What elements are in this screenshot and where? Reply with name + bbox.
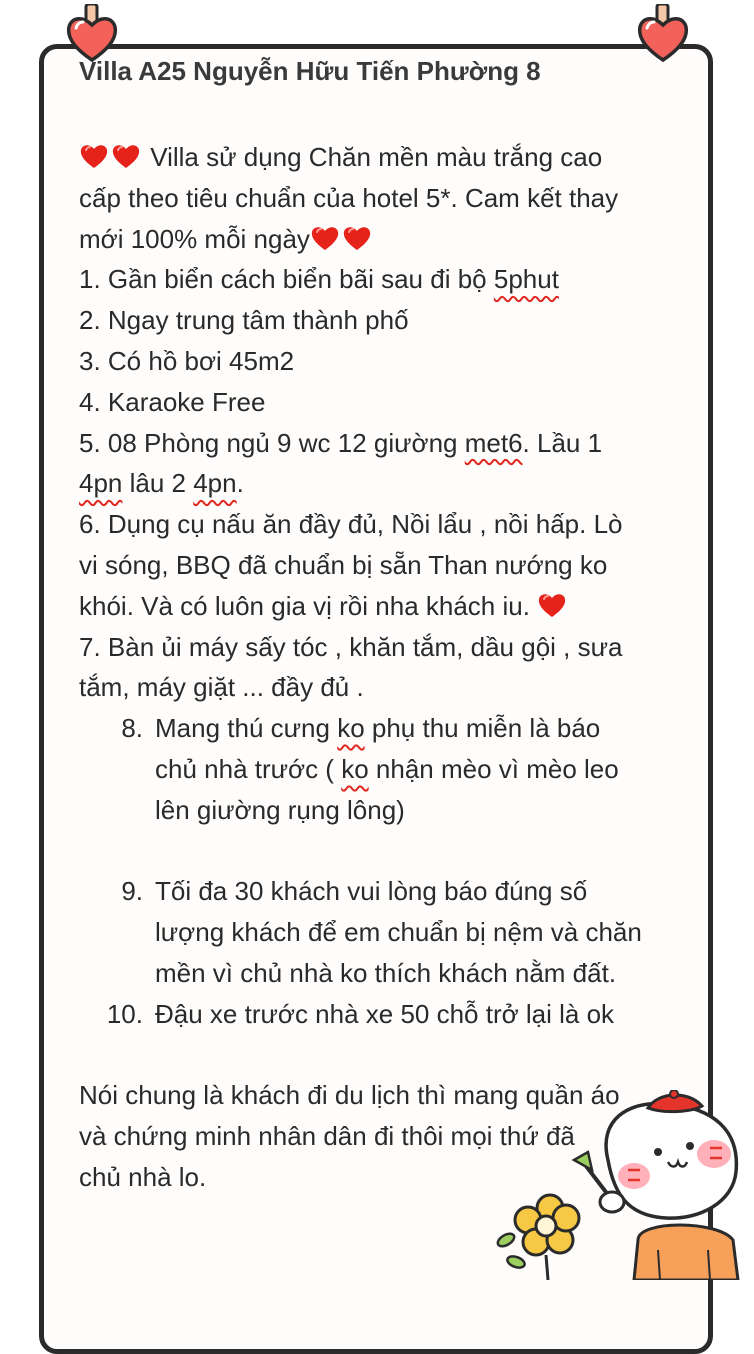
heart-pin-icon xyxy=(64,4,120,64)
list-item-continued: khói. Và có luôn gia vị rồi nha khách iu. xyxy=(79,586,699,627)
intro-line xyxy=(79,137,699,178)
list-item-continued: chủ nhà trước ( ko nhận mèo vì mèo leo xyxy=(155,753,619,784)
spellcheck-word[interactable]: 5phut xyxy=(493,264,559,295)
list-item: 3. Có hồ bơi 45m2 xyxy=(79,345,295,376)
intro-line: cấp theo tiêu chuẩn của hotel 5*. Cam kết thay xyxy=(79,182,619,213)
list-item: 7. Bàn ủi máy sấy tóc , khăn tắm, dầu gội , sưa xyxy=(79,631,623,662)
outro-line: chủ nhà lo. xyxy=(79,1161,207,1192)
list-item-continued: mền vì chủ nhà ko thích khách nằm đất. xyxy=(155,957,617,988)
list-item: 10. Đậu xe trước nhà xe 50 chỗ trở lại là ok xyxy=(83,994,699,1035)
red-heart-icon xyxy=(537,591,567,619)
red-heart-icon xyxy=(111,142,141,170)
red-heart-icon xyxy=(79,142,109,170)
list-item: 5. 08 Phòng ngủ 9 wc 12 giường met6. Lầu 1 xyxy=(79,427,603,458)
outro-line: Nói chung là khách đi du lịch thì mang quần áo xyxy=(79,1080,620,1111)
flower-icon xyxy=(496,1195,579,1280)
list-number: 8. xyxy=(121,713,143,744)
list-item: 4. Karaoke Free xyxy=(79,386,266,417)
list-item: 2. Ngay trung tâm thành phố xyxy=(79,305,409,336)
note-body xyxy=(79,137,699,1198)
list-item-continued: lên giường rụng lông) xyxy=(155,794,405,825)
spellcheck-word[interactable]: 4pn xyxy=(79,468,123,499)
list-item-continued: 4pn lâu 2 4pn. xyxy=(79,468,244,499)
list-number: 10. xyxy=(106,998,143,1029)
list-item: 8. Mang thú cưng ko phụ thu miễn là báo xyxy=(83,708,699,749)
intro-text: Villa sử dụng Chăn mền màu trắng cao xyxy=(150,142,603,172)
list-item-continued: vi sóng, BBQ đã chuẩn bị sẵn Than nướng ko xyxy=(79,549,608,580)
red-heart-icon xyxy=(310,224,340,252)
list-item-continued: tắm, máy giặt ... đầy đủ . xyxy=(79,672,364,703)
intro-line xyxy=(79,219,699,260)
intro-text: mới 100% mỗi ngày xyxy=(79,223,310,254)
spellcheck-word[interactable]: met6 xyxy=(464,427,523,458)
outro-line: và chứng minh nhân dân đi thôi mọi thứ đã xyxy=(79,1121,575,1152)
list-item: 6. Dụng cụ nấu ăn đầy đủ, Nồi lẩu , nồi hấp. Lò xyxy=(79,509,623,540)
list-item-continued: lượng khách để em chuẩn bị nệm và chăn xyxy=(155,917,642,948)
spellcheck-word[interactable]: ko xyxy=(337,713,365,744)
list-item: 1. Gần biển cách biển bãi sau đi bộ 5phut xyxy=(79,264,559,295)
list-number: 9. xyxy=(121,876,143,907)
heart-pin-icon xyxy=(635,4,691,64)
list-item: 9. Tối đa 30 khách vui lòng báo đúng số xyxy=(83,871,699,912)
spellcheck-word[interactable]: ko xyxy=(341,753,369,784)
red-heart-icon xyxy=(342,224,372,252)
page-title: Villa A25 Nguyễn Hữu Tiến Phường 8 xyxy=(79,56,541,86)
spellcheck-word[interactable]: 4pn xyxy=(193,468,237,499)
cat-sticker-icon xyxy=(488,1090,754,1280)
